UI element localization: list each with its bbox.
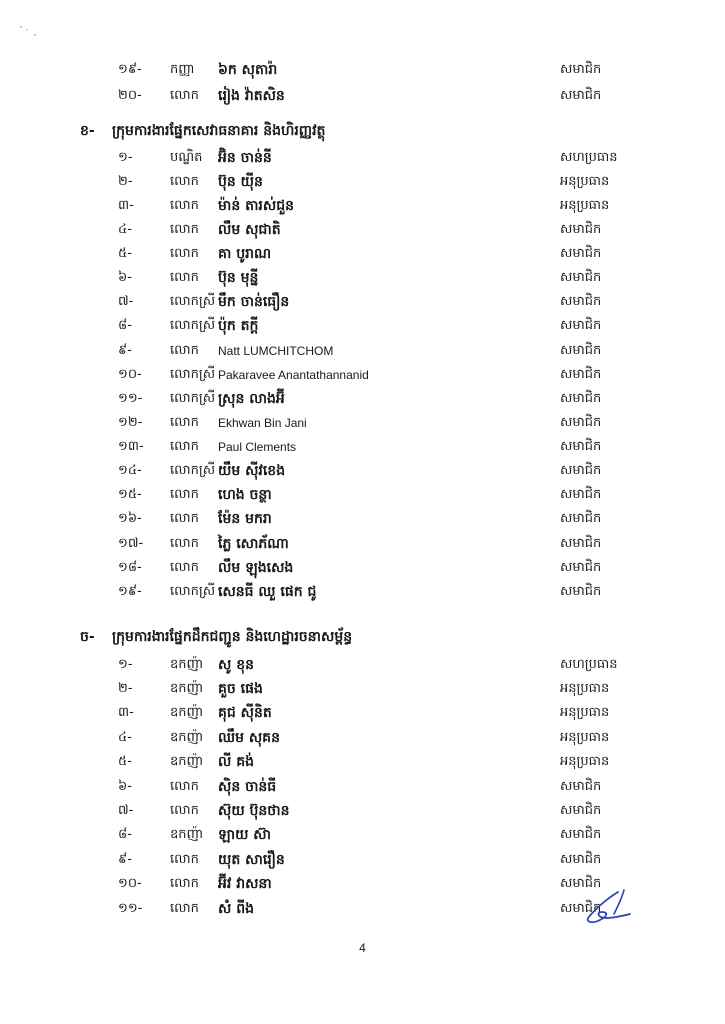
row-title: បណ្ឌិត <box>170 150 203 165</box>
section-marker: ខ- <box>80 123 95 139</box>
row-title: កញ្ញា <box>170 62 195 77</box>
row-role: សមាជិក <box>560 294 602 309</box>
row-title: លោក <box>170 246 199 261</box>
row-name: ៦ក សុតារ៉ា <box>218 62 278 78</box>
row-title: ឧកញ៉ា <box>170 754 204 769</box>
row-number: ១៦- <box>118 511 142 526</box>
row-title: លោក <box>170 439 199 454</box>
row-number: ១៣- <box>118 439 144 454</box>
row-name: ប៉ុក តក្តី <box>218 318 259 334</box>
table-row <box>0 364 725 386</box>
row-role: សមាជិក <box>560 852 602 867</box>
row-name: Natt LUMCHITCHOM <box>218 344 334 358</box>
row-role: សមាជិក <box>560 511 602 526</box>
row-number: ៦- <box>118 270 132 285</box>
row-title: ឧកញ៉ា <box>170 657 204 672</box>
table-row <box>0 751 725 773</box>
row-number: ៩- <box>118 343 132 358</box>
row-title: លោក <box>170 487 199 502</box>
row-title: ឧកញ៉ា <box>170 705 204 720</box>
table-row <box>0 727 725 749</box>
row-role: សហប្រធាន <box>560 657 618 672</box>
row-name: លឹម សុជាតិ <box>218 222 281 238</box>
row-number: ១១- <box>118 391 143 406</box>
table-row <box>0 557 725 579</box>
row-role: សមាជិក <box>560 536 602 551</box>
row-title: លោក <box>170 560 199 575</box>
table-row <box>0 340 725 362</box>
row-title: លោក <box>170 174 199 189</box>
row-name: យុត សារឿន <box>218 852 285 868</box>
row-name: ឈឹម សុគន <box>218 730 280 746</box>
table-row <box>0 412 725 434</box>
row-name: ហេង ចន្ថា <box>218 487 272 503</box>
row-number: ១០- <box>118 367 142 382</box>
row-title: លោកស្រី <box>170 391 216 406</box>
row-title: លោក <box>170 511 199 526</box>
row-name: Ekhwan Bin Jani <box>218 416 307 430</box>
row-role: អនុប្រធាន <box>560 730 610 745</box>
row-title: លោក <box>170 901 199 916</box>
table-row <box>0 800 725 822</box>
table-row <box>0 147 725 169</box>
row-name: គួច ផេង <box>218 681 263 697</box>
table-row <box>0 849 725 871</box>
row-title: លោក <box>170 803 199 818</box>
row-role: សមាជិក <box>560 415 602 430</box>
row-name: សូ ខុន <box>218 657 254 673</box>
table-row <box>0 581 725 603</box>
table-row <box>0 291 725 313</box>
row-number: ១៤- <box>118 463 142 478</box>
row-role: សមាជិក <box>560 318 602 333</box>
row-role: សមាជិក <box>560 439 602 454</box>
section-heading <box>0 624 725 650</box>
table-row <box>0 484 725 506</box>
row-role: សមាជិក <box>560 88 602 103</box>
row-role: សមាជិក <box>560 487 602 502</box>
row-name: រៀង វ៉ាតសិន <box>218 88 285 104</box>
section-title: ក្រុមការងារផ្នែកដឹកជញ្ជូន និងហេដ្ឋារចនាសម្ព័ន្ធ <box>112 629 353 645</box>
row-title: លោកស្រី <box>170 367 216 382</box>
table-row <box>0 59 725 81</box>
row-number: ៧- <box>118 803 134 818</box>
row-name: លឹម ឡុងសេង <box>218 560 294 576</box>
table-row <box>0 533 725 555</box>
row-number: ៦- <box>118 779 132 794</box>
row-number: ៨- <box>118 318 132 333</box>
row-number: ១៥- <box>118 487 142 502</box>
signature-mark <box>578 886 638 930</box>
row-number: ១៩- <box>118 62 142 77</box>
table-row <box>0 436 725 458</box>
row-role: សមាជិក <box>560 876 602 891</box>
row-number: ១៩- <box>118 584 142 599</box>
row-title: លោក <box>170 779 199 794</box>
row-name: Pakaravee Anantathannanid <box>218 368 369 382</box>
row-title: លោក <box>170 88 199 103</box>
row-number: ១៨- <box>118 560 142 575</box>
table-row <box>0 195 725 217</box>
row-number: ៤- <box>118 730 132 745</box>
row-number: ១២- <box>118 415 143 430</box>
row-role: សមាជិក <box>560 560 602 575</box>
row-role: សមាជិក <box>560 803 602 818</box>
row-title: លោក <box>170 343 199 358</box>
row-title: លោក <box>170 198 199 213</box>
row-role: អនុប្រធាន <box>560 705 610 720</box>
row-name: ម៉ែន មករា <box>218 511 272 527</box>
table-row <box>0 702 725 724</box>
row-title: ឧកញ៉ា <box>170 730 204 745</box>
table-row <box>0 243 725 265</box>
row-role: សមាជិក <box>560 901 602 916</box>
row-role: សមាជិក <box>560 343 602 358</box>
row-name: អ៊ិន ចាន់នី <box>218 150 272 166</box>
table-row <box>0 171 725 193</box>
row-title: លោកស្រី <box>170 294 216 309</box>
row-title: លោកស្រី <box>170 463 216 478</box>
row-name: ប៊ុន យ៉ីន <box>218 174 263 190</box>
row-number: ២- <box>118 174 133 189</box>
row-role: សមាជិក <box>560 391 602 406</box>
row-title: លោក <box>170 852 199 867</box>
row-role: សមាជិក <box>560 367 602 382</box>
row-name: មឹក ចាន់ធឿន <box>218 294 290 310</box>
page-number: 4 <box>359 941 366 955</box>
row-number: ២០- <box>118 88 142 103</box>
row-number: ១- <box>118 150 133 165</box>
row-number: ៣- <box>118 705 134 720</box>
row-role: សមាជិក <box>560 62 602 77</box>
row-name: ឡាយ ស៊ា <box>218 827 272 843</box>
table-row <box>0 85 725 107</box>
row-title: លោក <box>170 270 199 285</box>
row-number: ៣- <box>118 198 134 213</box>
row-title: ឧកញ៉ា <box>170 681 204 696</box>
row-number: ៥- <box>118 246 132 261</box>
row-role: សហប្រធាន <box>560 150 618 165</box>
row-name: យឹម ស៊ីវខេង <box>218 463 286 479</box>
table-row <box>0 460 725 482</box>
row-name: លី គង់ <box>218 754 254 770</box>
row-title: លោក <box>170 876 199 891</box>
section-title: ក្រុមការងារផ្នែកសេវាធនាគារ និងហិរញ្ញវត្ថុ <box>112 123 326 139</box>
row-number: ១១- <box>118 901 143 916</box>
table-row <box>0 315 725 337</box>
row-title: លោក <box>170 222 199 237</box>
row-name: ម៉ាន់ តារស់ជួន <box>218 198 294 214</box>
row-number: ៨- <box>118 827 132 842</box>
row-number: ៩- <box>118 852 132 867</box>
row-title: លោកស្រី <box>170 584 216 599</box>
scan-speck <box>18 24 40 38</box>
row-number: ៧- <box>118 294 134 309</box>
table-row <box>0 508 725 530</box>
row-name: ស៊ុយ ប៊ុនថាន <box>218 803 290 819</box>
row-name: សំ ពីង <box>218 901 254 917</box>
row-name: Paul Clements <box>218 440 297 454</box>
row-name: គុជ ស៊ីនិត <box>218 705 272 721</box>
table-row <box>0 678 725 700</box>
row-number: ៤- <box>118 222 132 237</box>
row-number: ៥- <box>118 754 132 769</box>
row-name: សេនធី ឈួ ផេក ជូ <box>218 584 317 600</box>
table-row <box>0 654 725 676</box>
table-row <box>0 388 725 410</box>
row-role: សមាជិក <box>560 584 602 599</box>
row-name: ស្រុន លាងអ៊ី <box>218 391 285 407</box>
row-role: សមាជិក <box>560 463 602 478</box>
row-number: ១០- <box>118 876 142 891</box>
row-number: ១៧- <box>118 536 144 551</box>
row-role: សមាជិក <box>560 222 602 237</box>
row-role: សមាជិក <box>560 827 602 842</box>
table-row <box>0 267 725 289</box>
table-row <box>0 776 725 798</box>
row-name: គា បូរាណ <box>218 246 272 262</box>
row-role: អនុប្រធាន <box>560 174 610 189</box>
row-name: ស៊ិន ចាន់ធី <box>218 779 277 795</box>
row-name: ភ្លៃ សោភ័ណា <box>218 536 289 552</box>
row-role: អនុប្រធាន <box>560 754 610 769</box>
row-role: អនុប្រធាន <box>560 681 610 696</box>
row-title: លោក <box>170 415 199 430</box>
row-name: ប៊ុន មុន្នី <box>218 270 259 286</box>
row-role: សមាជិក <box>560 270 602 285</box>
section-marker: ច- <box>80 629 95 645</box>
row-title: លោកស្រី <box>170 318 216 333</box>
section-heading <box>0 118 725 144</box>
table-row <box>0 824 725 846</box>
row-title: ឧកញ៉ា <box>170 827 204 842</box>
row-title: លោក <box>170 536 199 551</box>
row-role: អនុប្រធាន <box>560 198 610 213</box>
row-role: សមាជិក <box>560 246 602 261</box>
row-role: សមាជិក <box>560 779 602 794</box>
row-name: អ៊ីវ វាសនា <box>218 876 272 892</box>
table-row <box>0 219 725 241</box>
row-number: ១- <box>118 657 133 672</box>
row-number: ២- <box>118 681 133 696</box>
